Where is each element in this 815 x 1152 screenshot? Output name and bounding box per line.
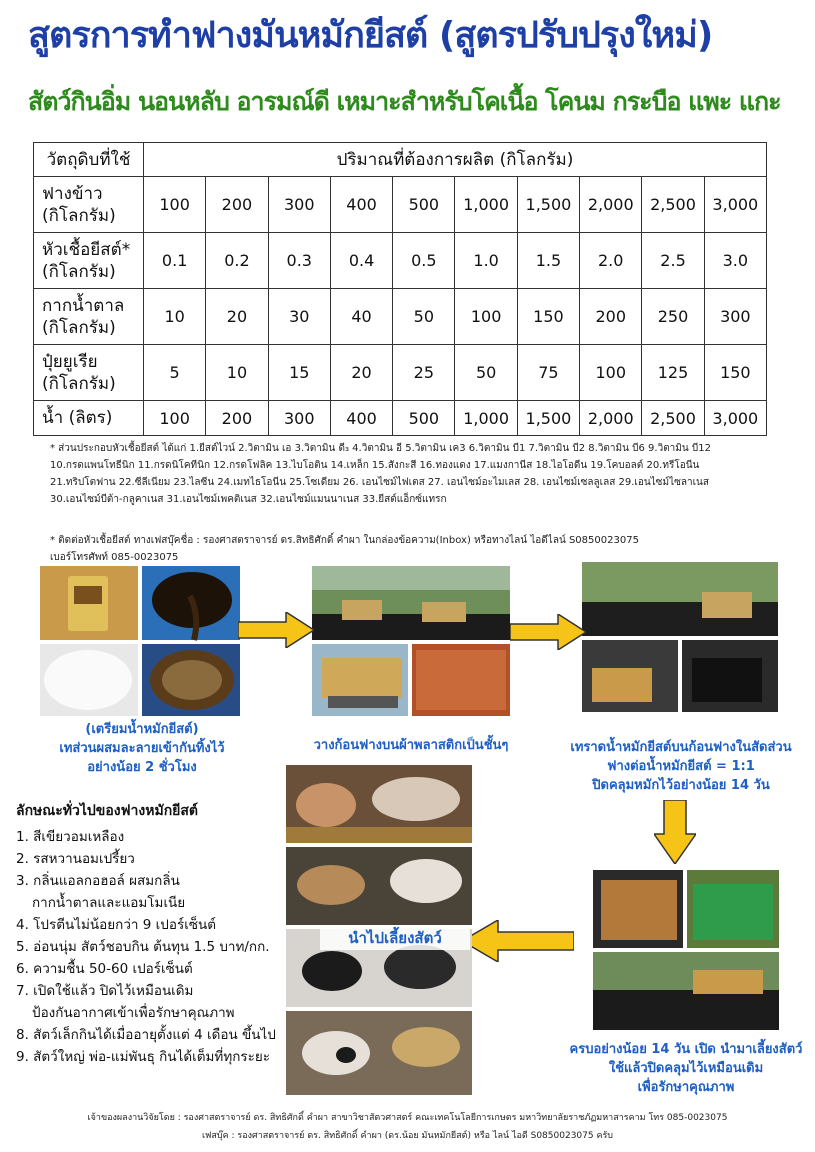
table-cell: 300 — [268, 177, 330, 233]
table-cell: 200 — [206, 177, 268, 233]
caption-line: เพื่อรักษาคุณภาพ — [637, 1080, 735, 1095]
table-cell: 125 — [642, 345, 704, 401]
table-cell: 50 — [455, 345, 517, 401]
table-cell: 300 — [268, 401, 330, 436]
table-cell: 300 — [704, 289, 766, 345]
list-item: 4. โปรตีนไม่น้อยกว่า 9 เปอร์เซ็นต์ — [16, 917, 216, 933]
ingredient-notes — [50, 440, 790, 508]
table-cell: 2,500 — [642, 401, 704, 436]
table-cell: 2.5 — [642, 233, 704, 289]
table-cell: 500 — [393, 177, 455, 233]
table-cell: 2,500 — [642, 177, 704, 233]
table-cell: 3.0 — [704, 233, 766, 289]
row-label: กากน้ำตาล (กิโลกรัม) — [34, 289, 144, 345]
list-item: 5. อ่อนนุ่ม สัตว์ชอบกิน ต้นทุน 1.5 บาท/กก. — [16, 939, 270, 955]
table-cell: 400 — [330, 177, 392, 233]
table-cell: 0.3 — [268, 233, 330, 289]
caption-step2 — [296, 736, 526, 755]
note-line: 21.ทริปโตฟาน 22.ซีลีเนียม 23.ไลซีน 24.เมทไธโอนีน 25.โซเดียม 26. เอนไซม์ไฟเตส 27. เอนไซม์อะไมเลส 28. เอนไซม์เซลลูเลส 29.เอนไซม์ไซลาเนส — [50, 477, 709, 488]
caption-line: ปิดคลุมหมักไว้อย่างน้อย 14 วัน — [592, 778, 770, 793]
caption-line: อย่างน้อย 2 ชั่วโมง — [87, 760, 197, 775]
caption-step4 — [566, 1040, 806, 1097]
table-cell: 30 — [268, 289, 330, 345]
table-cell: 200 — [580, 289, 642, 345]
table-col-header: วัตถุดิบที่ใช้ — [34, 143, 144, 177]
table-cell: 150 — [704, 345, 766, 401]
page-subtitle: สัตว์กินอิ่ม นอนหลับ อารมณ์ดี เหมาะสำหรับโคเนื้อ โคนม กระบือ แพะ แกะ — [28, 87, 781, 116]
table-cell: 100 — [455, 289, 517, 345]
table-cell: 0.4 — [330, 233, 392, 289]
arrow-down-icon — [654, 800, 696, 864]
contact-line: * ติดต่อหัวเชื้อยีสต์ ทางเฟสบุ๊คชื่อ : รองศาสตราจารย์ ดร.สิทธิศักดิ์ คำผา ในกล่องข้อความ(Inbox) หรือทางไลน์ ไอดีไลน์ S0850023075 — [50, 535, 639, 546]
list-item: 7. เปิดใช้แล้ว ปิดไว้เหมือนเดิม — [16, 983, 194, 999]
page-title: สูตรการทำฟางมันหมักยีสต์ (สูตรปรับปรุงใหม่) — [28, 15, 713, 56]
table-cell: 1.5 — [517, 233, 579, 289]
row-label: ฟางข้าว (กิโลกรัม) — [34, 177, 144, 233]
table-cell: 1.0 — [455, 233, 517, 289]
note-line: 30.เอนไซม์บีต้า-กลูคาเนส 31.เอนไซม์เพคติเนส 32.เอนไซม์แมนนาเนส 33.ยีสต์แอ็กซ์แทรก — [50, 494, 447, 505]
table-cell: 100 — [144, 177, 206, 233]
contact-line: เบอร์โทรศัพท์ 085-0023075 — [50, 552, 179, 563]
characteristics-title: ลักษณะทั่วไปของฟางหมักยีสต์ — [16, 803, 199, 819]
caption-step1 — [32, 720, 252, 777]
table-cell: 150 — [517, 289, 579, 345]
row-label: หัวเชื้อยีสต์* (กิโลกรัม) — [34, 233, 144, 289]
table-cell: 1,500 — [517, 177, 579, 233]
footer-line: เฟสบุ๊ค : รองศาสตราจารย์ ดร. สิทธิศักดิ์ คำผา (ดร.น้อย มันหมักยีสต์) หรือ ไลน์ ไอดี S0850023075 ครับ — [201, 1131, 614, 1141]
caption-line: ฟางต่อน้ำหมักยีสต์ = 1:1 — [607, 759, 755, 774]
table-row — [34, 289, 767, 345]
table-cell: 0.5 — [393, 233, 455, 289]
table-cell: 200 — [206, 401, 268, 436]
table-cell: 2,000 — [580, 177, 642, 233]
characteristics-list — [16, 826, 291, 1068]
table-cell: 3,000 — [704, 401, 766, 436]
table-cell: 50 — [393, 289, 455, 345]
table-cell: 1,000 — [455, 401, 517, 436]
table-cell: 20 — [206, 289, 268, 345]
table-cell: 100 — [144, 401, 206, 436]
caption-line: วางก้อนฟางบนผ้าพลาสติกเป็นชั้นๆ — [313, 738, 509, 753]
recipe-table — [33, 142, 767, 436]
row-label: ปุ๋ยยูเรีย (กิโลกรัม) — [34, 345, 144, 401]
list-item: ป้องกันอากาศเข้าเพื่อรักษาคุณภาพ — [32, 1005, 235, 1021]
note-line: 10.กรดแพนโทธีนิก 11.กรดนิโคทีนิก 12.กรดโฟลิค 13.ไบโอติน 14.เหล็ก 15.สังกะสี 16.ทองแดง 17.แมงกานีส 18.ไอโอดีน 19.โคบอลต์ 20.ทรีโอนีน — [50, 460, 700, 471]
list-item: 3. กลิ่นแอลกอฮอล์ ผสมกลิ่น — [16, 873, 180, 889]
table-cell: 500 — [393, 401, 455, 436]
table-cell: 100 — [580, 345, 642, 401]
list-item: กากน้ำตาลและแอมโมเนีย — [32, 895, 186, 911]
straw-bale-photo — [312, 566, 510, 716]
table-row — [34, 401, 767, 436]
table-cell: 25 — [393, 345, 455, 401]
yeast-preparation-photo — [40, 566, 240, 716]
table-row — [34, 233, 767, 289]
note-line: * ส่วนประกอบหัวเชื้อยีสต์ ได้แก่ 1.ยีสต์ไวน์ 2.วิตามิน เอ 3.วิตามิน ดี₃ 4.วิตามิน อี 5.วิตามิน เค3 6.วิตามิน บี1 7.วิตามิน บี2 8.วิตามิน บี6 9.วิตามิน บี12 — [50, 443, 711, 454]
list-item: 1. สีเขียวอมเหลือง — [16, 829, 125, 845]
feed-animals-label: นำไปเลี้ยงสัตว์ — [320, 926, 470, 950]
table-cell: 2,000 — [580, 401, 642, 436]
table-cell: 400 — [330, 401, 392, 436]
table-row — [34, 177, 767, 233]
table-row — [34, 345, 767, 401]
footer-line: เจ้าของผลงานวิจัยโดย : รองศาสตราจารย์ ดร. สิทธิศักดิ์ คำผา สาขาวิชาสัตวศาสตร์ คณะเทคโนโลยีการเกษตร มหาวิทยาลัยราชภัฏมหาสารคาม โทร 085-0023075 — [87, 1113, 728, 1123]
table-cell: 3,000 — [704, 177, 766, 233]
caption-line: เทราดน้ำหมักยีสต์บนก้อนฟางในสัดส่วน — [570, 740, 792, 755]
table-cell: 15 — [268, 345, 330, 401]
table-span-header: ปริมาณที่ต้องการผลิต (กิโลกรัม) — [144, 143, 767, 177]
table-cell: 0.2 — [206, 233, 268, 289]
contact-notes — [50, 532, 790, 566]
list-item: 2. รสหวานอมเปรี้ยว — [16, 851, 135, 867]
caption-line: เทส่วนผสมละลายเข้ากันทิ้งไว้ — [59, 741, 225, 756]
table-cell: 1,000 — [455, 177, 517, 233]
table-cell: 40 — [330, 289, 392, 345]
list-item: 9. สัตว์ใหญ่ พ่อ-แม่พันธุ กินได้เต็มที่ทุกระยะ — [16, 1049, 271, 1065]
table-cell: 2.0 — [580, 233, 642, 289]
table-cell: 10 — [206, 345, 268, 401]
caption-line: (เตรียมน้ำหมักยีสต์) — [85, 722, 199, 737]
table-cell: 1,500 — [517, 401, 579, 436]
row-label: น้ำ (ลิตร) — [34, 401, 144, 436]
arrow-right-icon — [510, 614, 586, 650]
table-cell: 75 — [517, 345, 579, 401]
list-item: 8. สัตว์เล็กกินได้เมื่ออายุตั้งแต่ 4 เดือน ขึ้นไป — [16, 1027, 276, 1043]
caption-line: ใช้แล้วปิดคลุมไว้เหมือนเดิม — [608, 1061, 764, 1076]
arrow-right-icon — [238, 612, 314, 648]
arrow-left-icon — [462, 920, 574, 962]
table-cell: 250 — [642, 289, 704, 345]
caption-step3 — [556, 738, 806, 795]
list-item: 6. ความชื้น 50-60 เปอร์เซ็นต์ — [16, 961, 193, 977]
caption-line: ครบอย่างน้อย 14 วัน เปิด นำมาเลี้ยงสัตว์ — [569, 1042, 803, 1057]
table-cell: 5 — [144, 345, 206, 401]
fermentation-photo — [582, 562, 778, 712]
table-cell: 10 — [144, 289, 206, 345]
table-cell: 20 — [330, 345, 392, 401]
opened-bales-photo — [593, 870, 779, 1030]
table-cell: 0.1 — [144, 233, 206, 289]
